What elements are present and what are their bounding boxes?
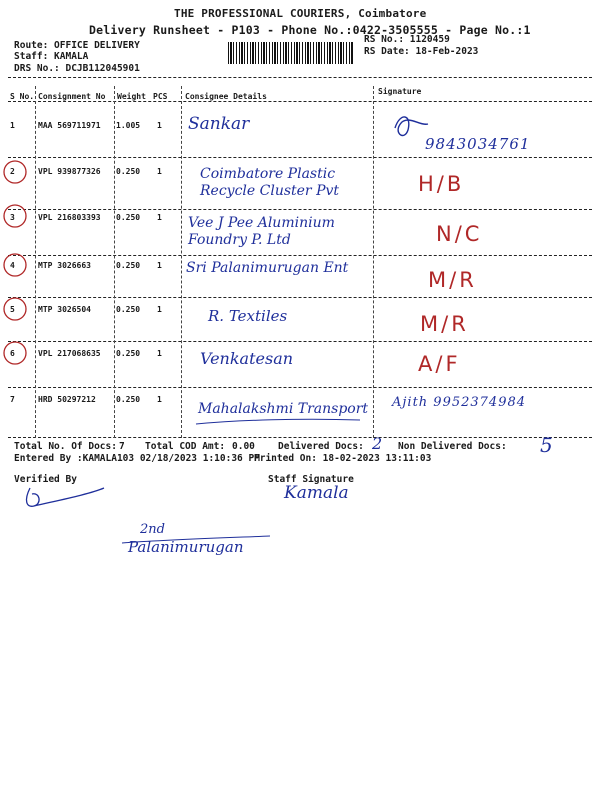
row-pcs: 1 xyxy=(157,261,162,270)
red-circle-mark xyxy=(4,254,26,276)
rs-date: RS Date: 18-Feb-2023 xyxy=(364,46,479,57)
row-consignee-handwritten: Sankar xyxy=(188,114,250,134)
row-status-mark: M/R xyxy=(420,312,469,336)
total-docs-value: 7 xyxy=(119,441,125,452)
red-circle-mark xyxy=(4,298,26,320)
row-sno: 4 xyxy=(10,261,15,270)
row-weight: 1.005 xyxy=(116,121,141,130)
drs-number: DRS No.: DCJB112045901 xyxy=(14,63,140,74)
cod-value: 0.00 xyxy=(232,441,255,452)
row-consignment: VPL 216803393 xyxy=(38,213,101,222)
non-delivered-label: Non Delivered Docs: xyxy=(398,441,507,452)
row-weight: 0.250 xyxy=(116,213,141,222)
delivered-value-handwritten: 2 xyxy=(372,434,383,453)
row-status-mark: H/B xyxy=(418,172,465,196)
row-sno: 7 xyxy=(10,395,15,404)
row-consignee-handwritten: Mahalakshmi Transport xyxy=(198,401,369,417)
route-label: Route: OFFICE DELIVERY xyxy=(14,40,140,51)
red-circle-mark xyxy=(4,342,26,364)
row-consignment: HRD 50297212 xyxy=(38,395,96,404)
row-consignee-handwritten: R. Textiles xyxy=(208,307,288,325)
col-header-sno: S No. xyxy=(10,92,35,101)
staff-signature-label: Staff Signature xyxy=(268,474,354,485)
bottom-note-number: 2nd xyxy=(140,522,165,537)
cod-label: Total COD Amt: xyxy=(145,441,226,452)
row-pcs: 1 xyxy=(157,213,162,222)
non-delivered-value-handwritten: 5 xyxy=(540,433,553,457)
signature-scribble xyxy=(395,117,428,136)
company-title: THE PROFESSIONAL COURIERS, Coimbatore xyxy=(174,7,427,20)
row-consignee-handwritten: Vee J Pee Aluminium Foundry P. Ltd xyxy=(188,215,335,248)
row-weight: 0.250 xyxy=(116,305,141,314)
row-weight: 0.250 xyxy=(116,395,141,404)
row-consignment: MTP 3026663 xyxy=(38,261,91,270)
runsheet-subtitle: Delivery Runsheet - P103 - Phone No.:0422-3505555 - Page No.:1 xyxy=(89,23,531,37)
verified-by-label: Verified By xyxy=(14,474,77,485)
row-pcs: 1 xyxy=(157,167,162,176)
bottom-note-name: Palanimurugan xyxy=(128,538,244,556)
row-consignment: MTP 3026504 xyxy=(38,305,91,314)
col-header-consignment: Consignment No xyxy=(38,92,106,101)
row-status-mark: M/R xyxy=(428,268,477,292)
row-consignee-handwritten: Sri Palanimurugan Ent xyxy=(186,260,349,276)
col-header-signature: Signature xyxy=(378,87,422,96)
col-header-weight: Weight xyxy=(117,92,146,101)
row-sno: 3 xyxy=(10,213,15,222)
rs-number: RS No.: 1120459 xyxy=(364,34,450,45)
staff-label: Staff: KAMALA xyxy=(14,51,89,62)
row-weight: 0.250 xyxy=(116,261,141,270)
col-header-consignee: Consignee Details xyxy=(185,92,267,101)
red-circle-mark xyxy=(4,161,26,183)
row-sig-note: 9843034761 xyxy=(425,135,531,153)
total-docs-label: Total No. Of Docs: xyxy=(14,441,117,452)
ink-underline xyxy=(196,419,360,424)
row-consignment: VPL 217068635 xyxy=(38,349,101,358)
row-sig-note: Ajith 9952374984 xyxy=(392,395,527,410)
row-status-mark: N/C xyxy=(436,222,483,246)
row-sno: 6 xyxy=(10,349,15,358)
delivered-label: Delivered Docs: xyxy=(278,441,364,452)
row-pcs: 1 xyxy=(157,121,162,130)
row-weight: 0.250 xyxy=(116,349,141,358)
verified-signature xyxy=(27,488,104,506)
row-consignee-handwritten: Coimbatore Plastic Recycle Cluster Pvt xyxy=(200,166,340,199)
row-sno: 1 xyxy=(10,121,15,130)
red-circle-mark xyxy=(4,205,26,227)
printed-on: Printed On: 18-02-2023 13:11:03 xyxy=(254,453,432,464)
row-sno: 5 xyxy=(10,305,15,314)
row-sno: 2 xyxy=(10,167,15,176)
row-consignment: MAA 569711971 xyxy=(38,121,101,130)
row-pcs: 1 xyxy=(157,305,162,314)
row-pcs: 1 xyxy=(157,349,162,358)
row-consignee-handwritten: Venkatesan xyxy=(200,349,294,368)
row-consignment: VPL 939877326 xyxy=(38,167,101,176)
entered-by: Entered By :KAMALA103 02/18/2023 1:10:36 PM xyxy=(14,453,260,464)
row-weight: 0.250 xyxy=(116,167,141,176)
row-status-mark: A/F xyxy=(418,352,461,376)
col-header-pcs: PCS xyxy=(153,92,168,101)
staff-signature-handwritten: Kamala xyxy=(284,483,349,503)
row-pcs: 1 xyxy=(157,395,162,404)
ink-underline xyxy=(122,536,270,543)
